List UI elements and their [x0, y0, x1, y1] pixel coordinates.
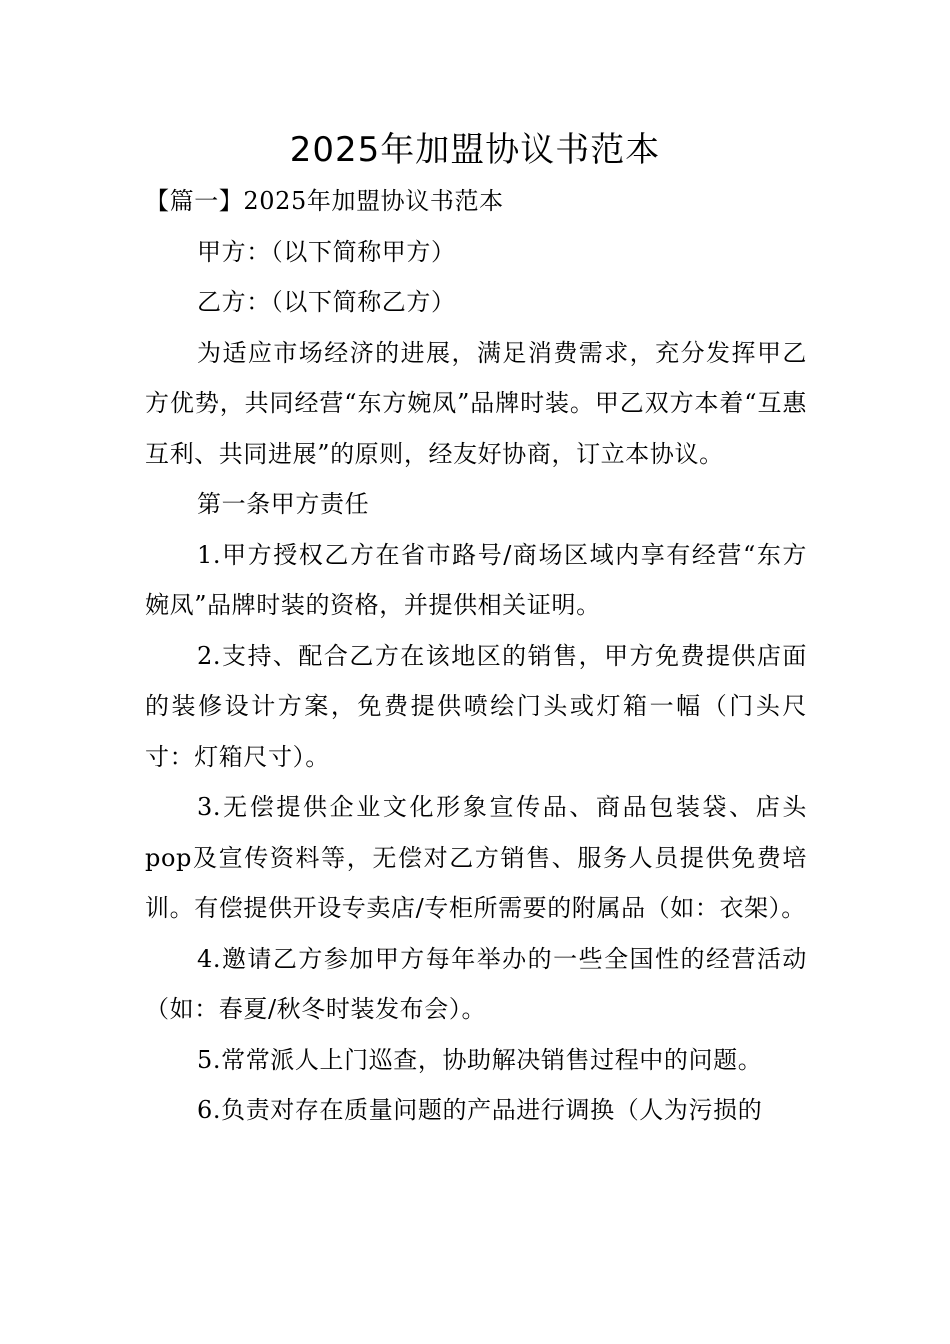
clause-paragraph: 6.负责对存在质量问题的产品进行调换（人为污损的 [197, 1096, 763, 1124]
clause-paragraph: 4.邀请乙方参加甲方每年举办的一些全国性的经营活动（如：春夏/秋冬时装发布会）。 [145, 944, 807, 1023]
clause-paragraph: 1.甲方授权乙方在省市路号/商场区域内享有经营“东方婉凤”品牌时装的资格，并提供相关证明。 [145, 540, 807, 619]
document-body [145, 176, 807, 1136]
document-title: 2025年加盟协议书范本 [289, 130, 661, 170]
party-b-line: 乙方：（以下简称乙方） [197, 288, 456, 316]
article-heading: 第一条甲方责任 [197, 490, 370, 518]
clause-paragraph: 3.无偿提供企业文化形象宣传品、商品包装袋、店头pop及宣传资料等，无偿对乙方销售、服务人员提供免费培训。有偿提供开设专卖店/专柜所需要的附属品（如：衣架）。 [145, 793, 807, 922]
clause-paragraph: 2.支持、配合乙方在该地区的销售，甲方免费提供店面的装修设计方案，免费提供喷绘门头或灯箱一幅（门头尺寸：灯箱尺寸）。 [145, 641, 807, 771]
clause-paragraph: 5.常常派人上门巡查，协助解决销售过程中的问题。 [197, 1045, 763, 1074]
section-heading: 【篇一】2025年加盟协议书范本 [145, 187, 504, 215]
party-a-line: 甲方：（以下简称甲方） [197, 237, 456, 266]
preamble-paragraph: 为适应市场经济的进展，满足消费需求，充分发挥甲乙方优势，共同经营“东方婉凤”品牌时装。甲乙双方本着“互惠互利、共同进展”的原则，经友好协商，订立本协议。 [145, 338, 807, 468]
